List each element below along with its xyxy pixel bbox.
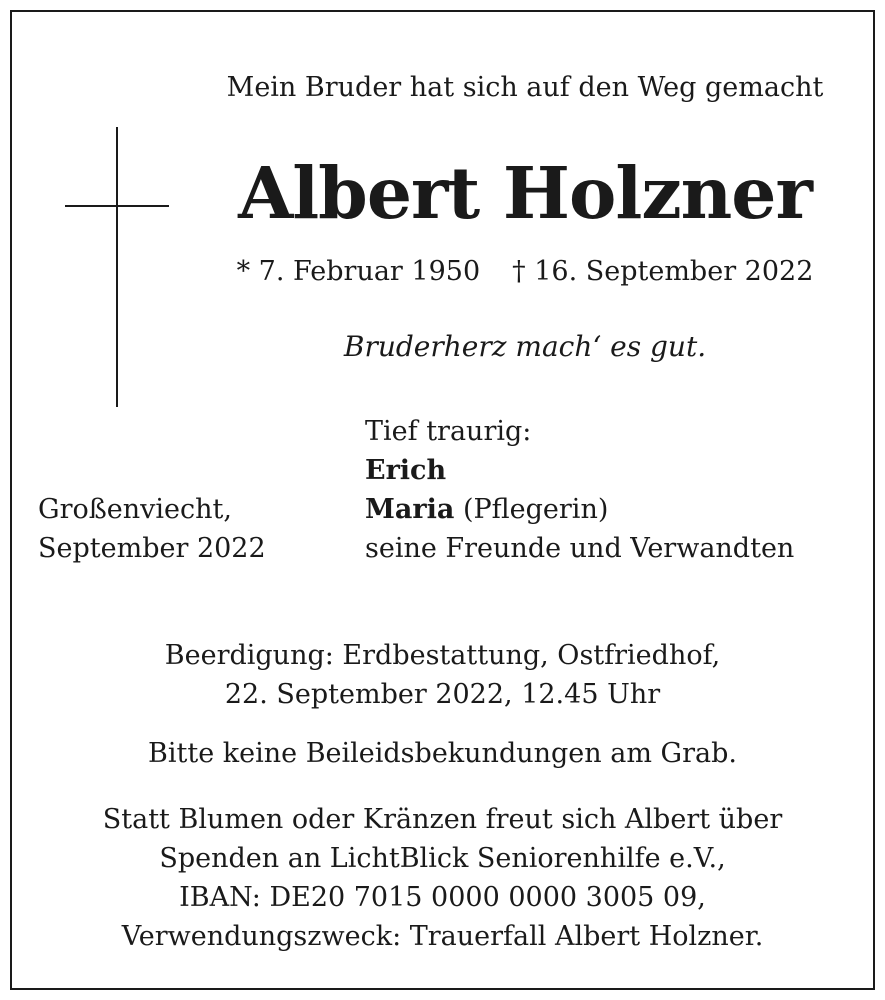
mourners-heading: Tief traurig: (365, 416, 532, 447)
life-dates (220, 256, 830, 287)
place-and-date (38, 490, 266, 568)
birth-date: * 7. Februar 1950 (236, 256, 481, 287)
funeral-line-1: Beerdigung: Erdbestattung, Ostfriedhof, (164, 640, 721, 671)
mourner-maria-note: (Pflegerin) (462, 494, 609, 525)
cross-icon-horizontal (65, 205, 169, 207)
deceased-name: Albert Holzner (238, 151, 812, 235)
mourners-others: seine Freunde und Verwandten (365, 533, 795, 564)
no-condolences-note: Bitte keine Beileidsbekundungen am Grab. (148, 738, 737, 769)
funeral-line-2: 22. September 2022, 12.45 Uhr (224, 679, 661, 710)
motto: Bruderherz mach‘ es gut. (343, 330, 707, 363)
death-date: † 16. September 2022 (512, 256, 814, 287)
cross-icon-vertical (116, 127, 118, 407)
place-date: September 2022 (38, 533, 266, 564)
mourners-list (365, 412, 794, 568)
mourner-maria: Maria (365, 494, 455, 525)
funeral-info (20, 636, 865, 714)
donation-line-2: Spenden an LichtBlick Seniorenhilfe e.V., (159, 843, 726, 874)
mourner-erich: Erich (365, 455, 447, 486)
donation-line-4: Verwendungszweck: Trauerfall Albert Holzner. (121, 921, 764, 952)
donation-info (20, 800, 865, 956)
intro-line: Mein Bruder hat sich auf den Weg gemacht (226, 72, 824, 103)
donation-line-3: IBAN: DE20 7015 0000 0000 3005 09, (179, 882, 706, 913)
donation-line-1: Statt Blumen oder Kränzen freut sich Albert über (102, 804, 783, 835)
place: Großenviecht, (38, 494, 232, 525)
